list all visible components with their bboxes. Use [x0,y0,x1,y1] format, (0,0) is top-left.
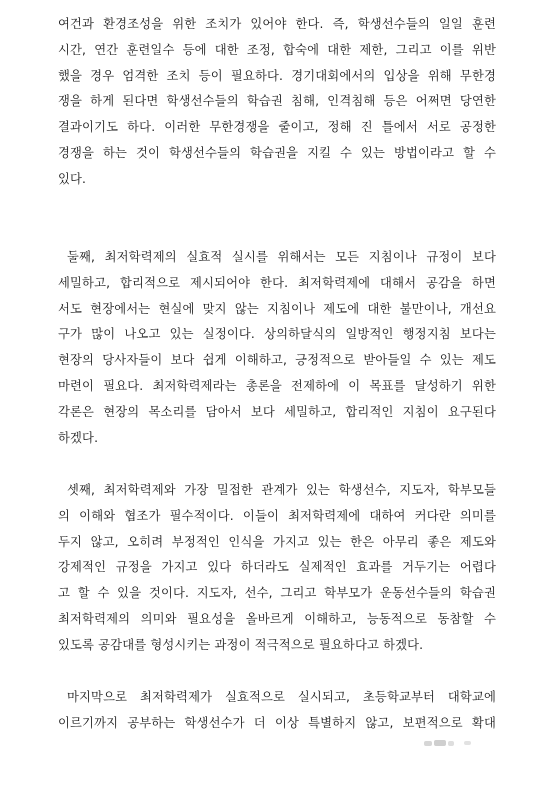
paragraph-line: 셋째, 최저학력제와 가장 밀접한 관계가 있는 학생선수, 지도자, 학부모들 [67,483,496,497]
page-number-mark [424,738,476,748]
paragraph-line: 여건과 환경조성을 위한 조치가 있어야 한다. 즉, 학생선수들의 일일 훈련 [58,17,496,31]
paragraph-line: 쟁을 하게 된다면 학생선수들의 학습권 침해, 인격침해 등은 어쩌면 당연한 [58,94,496,109]
paragraph-line: 현장의 당사자들이 보다 쉽게 이해하고, 긍정적으로 받아들일 수 있는 제도 [58,353,496,368]
paragraph-line: 두지 않고, 오히려 부정적인 인식을 가지고 있는 한은 아무리 좋은 제도와 [58,534,496,549]
paragraph-2 [58,245,496,451]
paragraph-line: 경쟁을 하는 것이 학생선수들의 학습권을 지킬 수 있는 방법이라고 할 수 [58,145,496,160]
paragraph-line: 이르기까지 공부하는 학생선수가 더 이상 특별하지 않고, 보편적으로 확대 [58,715,496,730]
paragraph-line: 각론은 현장의 목소리를 담아서 보다 세밀하고, 합리적인 지침이 요구된다 [58,404,496,419]
paragraph-line: 최저학력제의 의미와 필요성을 올바르게 이해하고, 능동적으로 동참할 수 [58,611,496,626]
paragraph-line: 시간, 연간 훈련일수 등에 대한 조정, 합숙에 대한 제한, 그리고 이를 위반 [58,42,496,57]
paragraph-line: 세밀하고, 합리적으로 제시되어야 한다. 최저학력제에 대해서 공감을 하면 [58,275,496,290]
paragraph-line: 있도록 공감대를 형성시키는 과정이 적극적으로 필요하다고 하겠다. [58,637,424,652]
paragraph-line: 의 이해와 협조가 필수적이다. 이들이 최저학력제에 대하여 커다란 의미를 [58,508,496,523]
paragraph-line: 마련이 필요다. 최저학력제라는 총론을 전제하에 이 목표를 달성하기 위한 [58,378,496,393]
paragraph-1 [58,12,496,193]
paragraph-line: 마지막으로 최저학력제가 실효적으로 실시되고, 초등학교부터 대학교에 [67,690,496,704]
paragraph-line: 강제적인 규정을 가지고 있다 하더라도 실제적인 효과를 거두기는 어렵다 [58,560,496,575]
paragraph-line: 했을 경우 엄격한 조치 등이 필요하다. 경기대회에서의 입상을 위해 무한경 [58,68,496,83]
paragraph-line: 구가 많이 나오고 있는 실정이다. 상의하달식의 일방적인 행정지침 보다는 [58,327,496,342]
paragraph-line: 있다. [58,171,87,186]
paragraph-line: 둘째, 최저학력제의 실효적 실시를 위해서는 모든 지침이나 규정이 보다 [67,250,496,264]
paragraph-line: 서도 현장에서는 현실에 맞지 않는 지침이나 제도에 대한 불만이나, 개선요 [58,301,496,316]
paragraph-line: 하겠다. [58,430,99,445]
paragraph-line: 고 할 수 있을 것이다. 지도자, 선수, 그리고 학부모가 운동선수들의 학습권 [58,586,496,601]
paragraph-3 [58,478,496,659]
paragraph-4 [58,685,496,737]
paragraph-line: 결과이기도 하다. 이러한 무한경쟁을 줄이고, 정해 진 틀에서 서로 공정한 [58,120,496,135]
